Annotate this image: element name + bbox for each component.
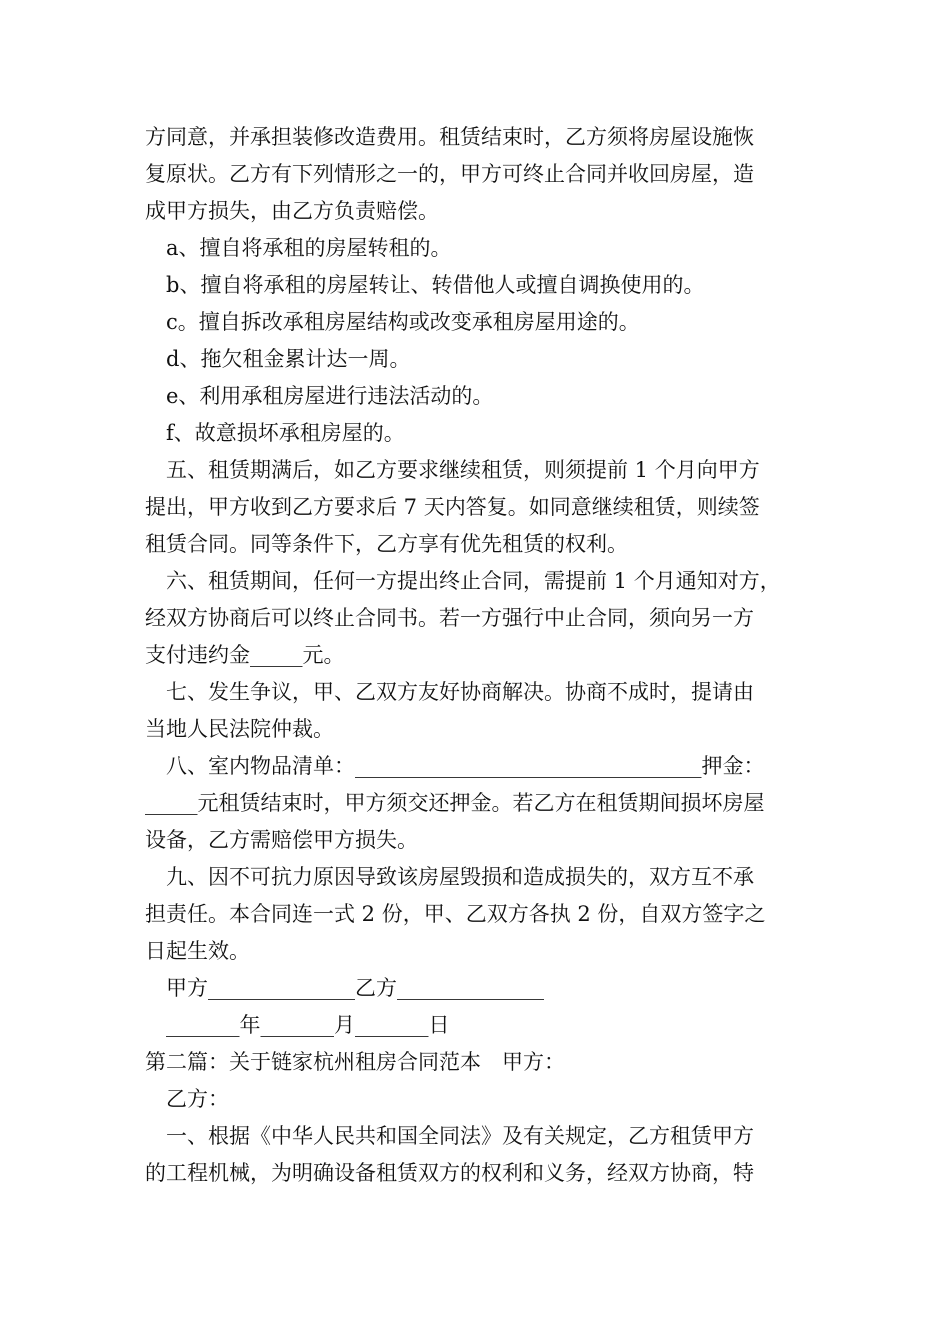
text-line: 七、发生争议，甲、乙双方友好协商解决。协商不成时，提请由 [166, 680, 754, 704]
text-line: 租赁合同。同等条件下，乙方享有优先租赁的权利。 [145, 532, 628, 556]
document-body [145, 119, 813, 1192]
text-line: c。擅自拆改承租房屋结构或改变承租房屋用途的。 [166, 310, 640, 334]
text-line: f、故意损坏承租房屋的。 [166, 421, 405, 445]
text-line: 六、租赁期间，任何一方提出终止合同，需提前 1 个月通知对方， [166, 569, 781, 593]
text-line: 一、根据《中华人民共和国全同法》及有关规定，乙方租赁甲方 [166, 1124, 754, 1148]
text-line: 方同意，并承担装修改造费用。租赁结束时，乙方须将房屋设施恢 [145, 125, 754, 149]
text-line: 担责任。本合同连一式 2 份，甲、乙双方各执 2 份，自双方签字之 [145, 902, 766, 926]
text-line: 甲方______________乙方______________ [166, 976, 544, 1000]
text-line: e、利用承租房屋进行违法活动的。 [166, 384, 494, 408]
text-line: 日起生效。 [145, 939, 250, 963]
text-line: 支付违约金_____元。 [145, 643, 345, 667]
text-line: 九、因不可抗力原因导致该房屋毁损和造成损失的，双方互不承 [166, 865, 754, 889]
text-line: 当地人民法院仲裁。 [145, 717, 334, 741]
text-line: 成甲方损失，由乙方负责赔偿。 [145, 199, 439, 223]
text-line: d、拖欠租金累计达一周。 [166, 347, 411, 371]
text-line: 五、租赁期满后，如乙方要求继续租赁，则须提前 1 个月向甲方 [166, 458, 760, 482]
text-line: _______年_______月_______日 [166, 1013, 450, 1037]
text-line: b、擅自将承租的房屋转让、转借他人或擅自调换使用的。 [166, 273, 705, 297]
text-line: 第二篇：关于链家杭州租房合同范本 甲方： [145, 1050, 565, 1074]
text-line: 八、室内物品清单：_________________________________押金： [166, 754, 765, 778]
text-line: 经双方协商后可以终止合同书。若一方强行中止合同，须向另一方 [145, 606, 754, 630]
text-line: 的工程机械，为明确设备租赁双方的权利和义务，经双方协商，特 [145, 1161, 754, 1185]
text-line: 乙方： [166, 1087, 229, 1111]
text-line: 提出，甲方收到乙方要求后 7 天内答复。如同意继续租赁，则续签 [145, 495, 760, 519]
text-line: 复原状。乙方有下列情形之一的，甲方可终止合同并收回房屋，造 [145, 162, 754, 186]
text-line: 设备，乙方需赔偿甲方损失。 [145, 828, 418, 852]
text-line: a、擅自将承租的房屋转租的。 [166, 236, 452, 260]
text-line: _____元租赁结束时，甲方须交还押金。若乙方在租赁期间损坏房屋 [145, 791, 765, 815]
